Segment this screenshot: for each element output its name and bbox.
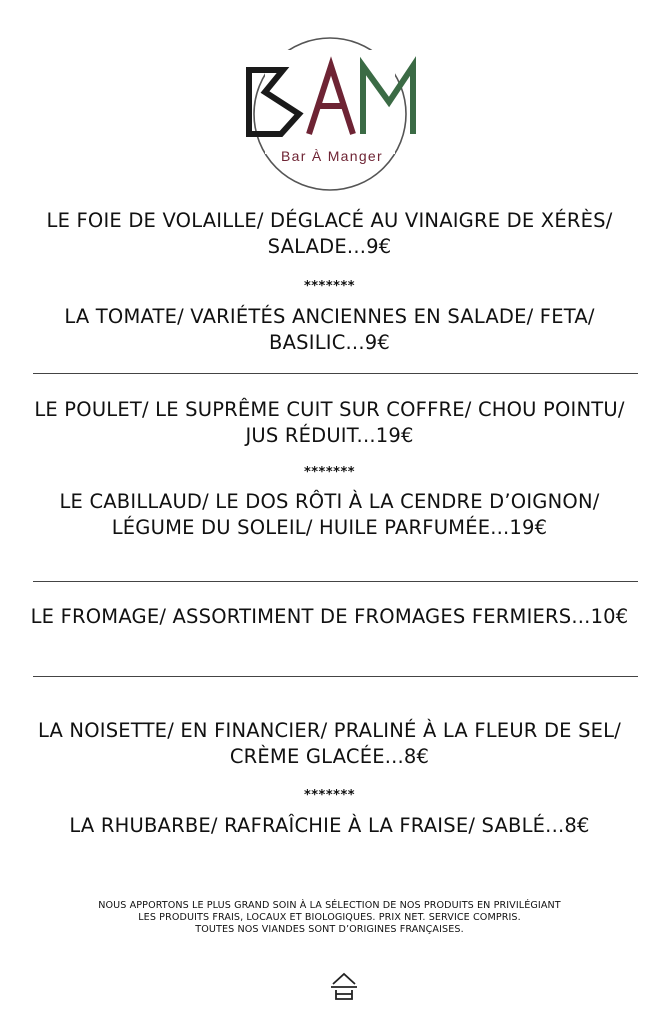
footer-line: NOUS APPORTONS LE PLUS GRAND SOIN À LA SÉLECTION DE NOS PRODUITS EN PRIVILÉGIANT — [98, 900, 561, 911]
footer-line: LES PRODUITS FRAIS, LOCAUX ET BIOLOGIQUES. PRIX NET. SERVICE COMPRIS. — [138, 912, 521, 923]
separator: ******* — [303, 465, 356, 480]
menu-item-foie-volaille: LE FOIE DE VOLAILLE/ DÉGLACÉ AU VINAIGRE DE XÉRÈS/ SALADE...9€ — [46, 209, 613, 258]
menu-item-poulet: LE POULET/ LE SUPRÊME CUIT SUR COFFRE/ CHOU POINTU/ JUS RÉDUIT...19€ — [34, 398, 625, 447]
separator: ******* — [303, 788, 356, 803]
footer-line: TOUTES NOS VIANDES SONT D’ORIGINES FRANÇAISES. — [195, 924, 464, 935]
bam-logo — [235, 34, 425, 192]
menu-item-tomate: LA TOMATE/ VARIÉTÉS ANCIENNES EN SALADE/ FETA/ BASILIC...9€ — [64, 305, 595, 354]
menu-item-rhubarbe: LA RHUBARBE/ RAFRAÎCHIE À LA FRAISE/ SABLÉ...8€ — [69, 814, 590, 837]
home-icon[interactable] — [329, 970, 359, 1002]
brand-tagline: Bar À Manger — [281, 148, 383, 164]
menu-item-cabillaud: LE CABILLAUD/ LE DOS RÔTI À LA CENDRE D’OIGNON/ LÉGUME DU SOLEIL/ HUILE PARFUMÉE...19€ — [59, 490, 600, 539]
divider — [33, 581, 638, 582]
footer-note — [20, 900, 639, 936]
divider — [33, 676, 638, 677]
divider — [33, 373, 638, 374]
separator: ******* — [303, 279, 356, 294]
menu-item-fromage: LE FROMAGE/ ASSORTIMENT DE FROMAGES FERMIERS...10€ — [30, 605, 629, 628]
menu-item-noisette: LA NOISETTE/ EN FINANCIER/ PRALINÉ À LA FLEUR DE SEL/ CRÈME GLACÉE...8€ — [37, 719, 622, 768]
